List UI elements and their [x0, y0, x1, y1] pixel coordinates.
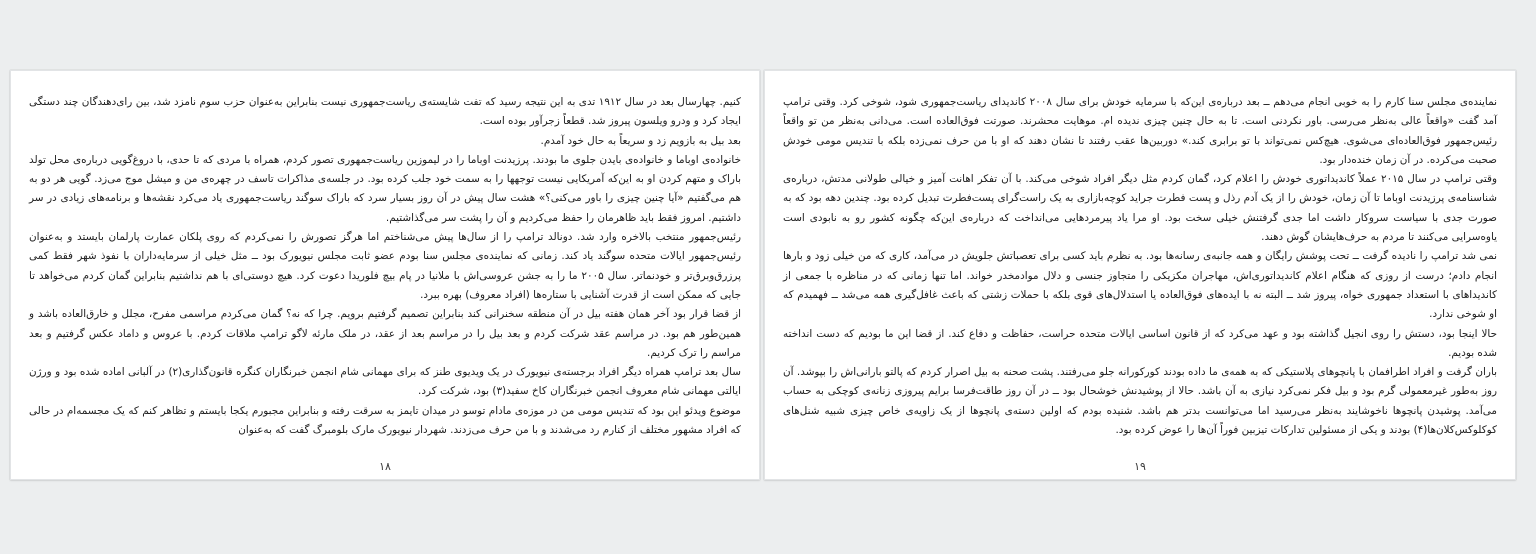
paragraph: موضوع ویدئو این بود که تندیس مومی من در موزه‌ی مادام توسو در میدان تایمز به سرقت رفته و بنابراین مجبورم یکجا بایستم و تظاهر کنم که یک مجسمه‌ام در حالی که افراد مشهور مختلف از کنارم رد می‌شدند و با من حرف می‌زدند. شهردار نیویورک مارک بلومبرگ گفت که به‌عنوان — [29, 404, 741, 437]
page-19 — [764, 70, 1516, 480]
paragraph: وقتی ترامپ در سال ۲۰۱۵ عملاً کاندیداتوری خودش را اعلام کرد، گمان کردم مثل دیگر افراد شوخی می‌کند. با آن تفکر اهانت آمیز و خیالی طولانی مدتش، درباره‌ی شناسنامه‌ی پرزیدنت اوباما تا آن زمان، خودش را از یک آدم رذل و پست فطرت جراید کوچه‌بازاری به یک راست‌گرای پست‌فطرت تبدیل کرده بود. چندین دهه بود که به صورت جدی با سیاست سروکار داشت اما جدی گرفتنش خیلی سخت بود. او مرا یاد پیرمردهایی می‌انداخت که درباره‌ی این‌که چگونه کشور رو به نابودی است یاوه‌سرایی می‌کنند تا مردم به حرف‌هایشان گوش دهند. — [783, 173, 1498, 244]
page-number: ۱۸ — [379, 460, 391, 473]
paragraph: از قضا قرار بود آخر همان هفته بیل در آن منطقه سخنرانی کند بنابراین تصمیم گرفتیم برویم. چرا که نه؟ گمان می‌کردم مراسمی مفرح، مجلل و خارق‌العاده باشد و همین‌طور هم بود. در مراسم عقد شرکت کردم و بعد بیل را در مراسم بعد از عقد، در ملک مارئه لاگو ترامپ ملاقات کردم. با عروس و داماد عکس گرفتیم و بعد مراسم را ترک کردیم. — [29, 308, 741, 359]
paragraph: خانواده‌ی اوباما و خانواده‌ی بایدن جلوی ما بودند. پرزیدنت اوباما را در لیموزین ریاست‌جمهوری تصور کردم، همراه با مردی که تا حدی، با دروغ‌گویی درباره‌ی محل تولد باراک و متهم کردن او به این‌که آمریکایی نیست توجهها را به سمت خود جلب کرده بود. در جلسه‌ی مذاکرات تاسف در چهره‌ی من و میشل موج می‌زد. گویی هر دو به هم می‌گفتیم «آیا چنین چیزی را باور می‌کنی؟» هشت سال پیش در آن روز بسیار سرد که باراک سوگند ریاست‌جمهوری یاد می‌کرد نقشه‌ها و برنامه‌های زیادی در سر داشتیم. امروز فقط باید ظاهرمان را حفظ می‌کردیم و آن را پشت سر می‌گذاشتیم. — [29, 153, 741, 224]
paragraph: بعد بیل به بازویم زد و سریعاً به حال خود آمدم. — [540, 134, 741, 147]
page-19-body — [783, 93, 1497, 440]
paragraph: حالا اینجا بود، دستش را روی انجیل گذاشته بود و عهد می‌کرد که از قانون اساسی ایالات متحده حراست، حفاظت و دفاع کند. از قضا این ما بودیم که دست انداخته شده بودیم. — [783, 327, 1497, 359]
paragraph: کنیم. چهارسال بعد در سال ۱۹۱۲ تدی به این نتیجه رسید که تفت شایسته‌ی ریاست‌جمهوری نیست بنابراین به‌عنوان حزب سوم نامزد شد، بین رای‌دهندگان چند دستگی ایجاد کرد و ودرو ویلسون پیروز شد. قطعاً زجرآور بوده است. — [29, 96, 741, 128]
page-18-body — [29, 93, 741, 440]
paragraph: باران گرفت و افراد اطرافمان با پانچوهای پلاستیکی که به همه‌ی ما داده بودند کورکورانه جلو می‌رفتند. پشت صحنه به بیل اصرار کردم که پالتو بارانی‌اش را بپوشد. آن روز به‌طور غیرمعمولی گرم بود و بیل فکر نمی‌کرد نیازی به آن باشد. حالا از پوشیدنش خوشحال بود ــ در آن روز طاقت‌فرسا برایم پیروزی زنانه‌ی کوچکی به حساب می‌آمد. پوشیدن پانچوها ناخوشایند به‌نظر می‌رسید اما می‌توانست بدتر هم باشد. شنیده بودم که اولین دسته‌ی پانچوها از یک زاویه‌ی خاص چیزی شبیه شنل‌های کوکلوکس‌کلان‌ها(۴) بودند و یکی از مسئولین تدارکات تیزبین فوراً آن‌ها را عوض کرده بود. — [783, 366, 1497, 437]
paragraph: رئیس‌جمهور منتخب بالاخره وارد شد. دونالد ترامپ را از سال‌ها پیش می‌شناختم اما هرگز تصورش را نمی‌کردم که روی پلکان عمارت پارلمان بایستد و به‌عنوان رئیس‌جمهور ایالات متحده سوگند یاد کند. زمانی که نماینده‌ی مجلس سنا بودم عضو ثابت مجلس نیویورک بود ــ مثل خیلی از سرمایه‌داران با نفوذ شهر فقط کمی پرزرق‌وبرق‌تر و خودنماتر. سال ۲۰۰۵ ما را به جشن عروسی‌اش با ملانیا در پام بیچ فلوریدا دعوت کرد. هیچ دوستی‌ای با هم نداشتیم بنابراین گمان کردم می‌خواهد تا جایی که ممکن است از قدرت آشنایی با ستاره‌ها (افراد معروف) بهره ببرد. — [29, 231, 742, 301]
paragraph: سال بعد ترامپ همراه دیگر افراد برجسته‌ی نیویورک در یک ویدیوی طنز که برای مهمانی شام انجمن خبرنگاران کنگره قانون‌گذاری(۲) در آلبانی اماده شده بود و ورژن ایالتی مهمانی شام معروف انجمن خبرنگاران کاخ سفید(۳) بود، شرکت کرد. — [29, 366, 742, 398]
paragraph: نمی شد ترامپ را نادیده گرفت ــ تحت پوشش رایگان و همه جانبه‌ی رسانه‌ها بود. به نظرم باید کسی برای تعصباتش جلویش در می‌آمد، کاری که من خیلی زود و بارها انجام دادم؛ درست از روزی که هنگام اعلام کاندیداتوری‌اش، مهاجران مکزیکی را متجاوز جنسی و دلال موادمخدر خواند. اما تنها زمانی که در مناظره با جمعی از کاندیداهای با استعداد جمهوری خواه، پیروز شد ــ البته نه با ایده‌های فوق‌العاده یا استدلال‌های قوی بلکه با حملات زشتی که باعث غافل‌گیری همه می‌شد ــ فهمیدم که او شوخی ندارد. — [783, 250, 1497, 321]
paragraph: نماینده‌ی مجلس سنا کارم را به خوبی انجام می‌دهم ــ بعد درباره‌ی این‌که با سرمایه خودش برای سال ۲۰۰۸ کاندیدای ریاست‌جمهوری شود، شوخی کرد. وقتی ترامپ آمد گفت «واقعاً عالی به‌نظر می‌رسی. باور نکردنی است. تا به حال چنین چیزی ندیده ام. موهایت محشرند. صورتت فوق‌العاده است. می‌دانی به‌نظر من تو واقعاً رئیس‌جمهور فوق‌العاده‌ای می‌شوی. هیچ‌کس نمی‌تواند با تو برابری کند.» دوربین‌ها عقب رفتند تا نشان دهند که او با من حرف نمی‌زده بلکه با تندیس مومی خودش صحبت می‌کرده. در آن زمان خنده‌دار بود. — [783, 96, 1497, 166]
page-number: ۱۹ — [1134, 460, 1146, 473]
page-18 — [10, 70, 760, 480]
